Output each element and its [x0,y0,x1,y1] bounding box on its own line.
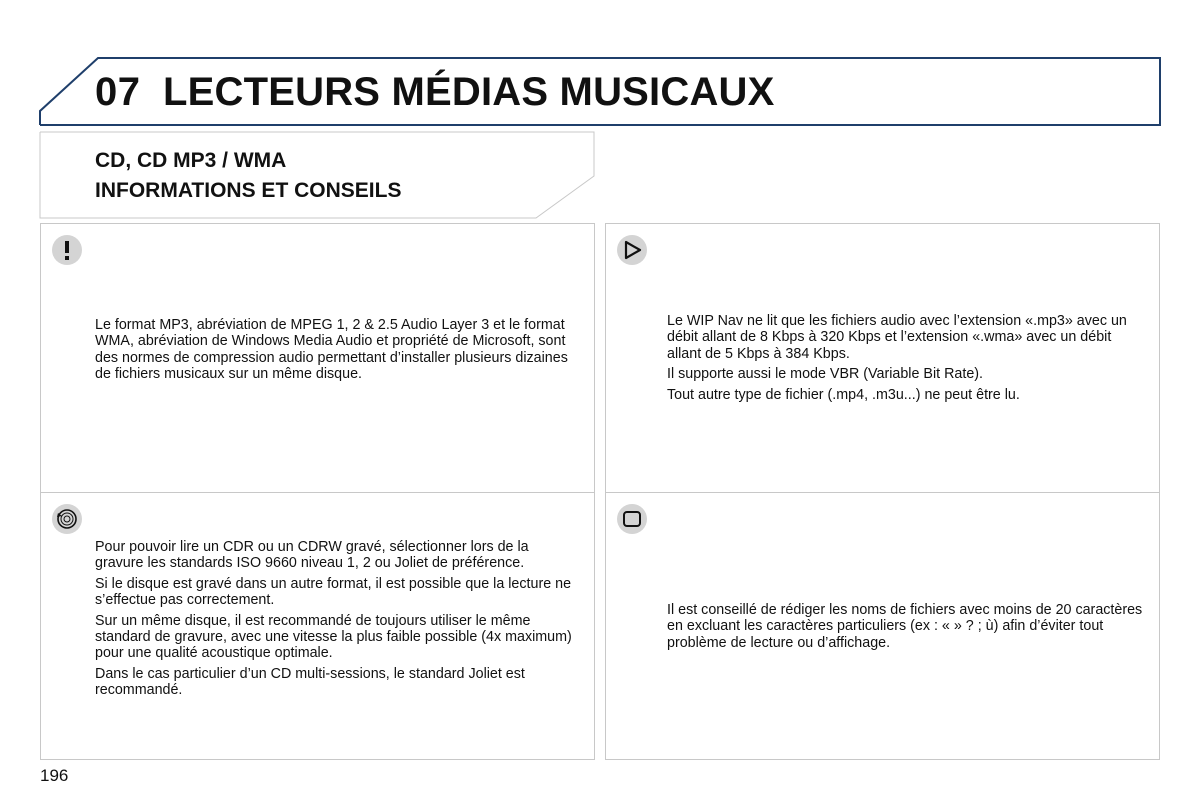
formats-paragraph: Tout autre type de fichier (.mp4, .m3u...) ne peut être lu. [667,386,1020,403]
formats-text [667,313,1142,407]
burning-paragraph: Dans le cas particulier d’un CD multi-sessions, le standard Joliet est recommandé. [95,665,525,699]
page-number: 196 [40,766,69,785]
panel-file-naming [605,492,1160,760]
section-title-line-1: CD, CD MP3 / WMA [95,149,287,172]
burning-paragraph: Sur un même disque, il est recommandé de toujours utiliser le même standard de gravure, avec une vitesse la plus faible possible (4x maximum) pour une qualité acoustique optimale. [95,612,572,662]
exclamation-icon [52,235,82,265]
chapter-number: 07 [95,70,141,114]
formats-paragraph: Il supporte aussi le mode VBR (Variable Bit Rate). [667,366,983,383]
naming-advice: Il est conseillé de rédiger les noms de fichiers avec moins de 20 caractères en excluant les caractères particuliers (ex : « » ? ; ù) afin d’éviter tout problème de lecture ou d’affichage. [667,602,1143,651]
section-title-line-2: INFORMATIONS ET CONSEILS [95,179,402,202]
disc-arrow-icon [52,504,82,534]
panel-cd-burning [40,492,595,760]
burning-paragraph: Pour pouvoir lire un CDR ou un CDRW gravé, sélectionner lors de la gravure les standards ISO 9660 niveau 1, 2 ou Joliet de préférence. [95,539,529,572]
mp3-wma-description: Le format MP3, abréviation de MPEG 1, 2 & 2.5 Audio Layer 3 et le format WMA, abréviation de Windows Media Audio et propriété de Microsoft, sont des normes de compression audio permettant d’installer plusieurs dizaines de fichiers musicaux sur un même disque. [95,317,568,383]
chapter-title: LECTEURS MÉDIAS MUSICAUX [163,70,775,114]
play-triangle-icon [617,235,647,265]
panel-mp3-wma-info [40,223,595,493]
panel-supported-formats [605,223,1160,493]
burning-paragraph: Si le disque est gravé dans un autre format, il est possible que la lecture ne s’effectue pas correctement. [95,575,572,609]
burning-text [95,539,580,703]
formats-paragraph: Le WIP Nav ne lit que les fichiers audio avec l’extension «.mp3» avec un débit allant de 8 Kbps à 320 Kbps et l’extension «.wma» avec un débit allant de 5 Kbps à 384 Kbps. [667,313,1127,362]
rounded-square-icon [617,504,647,534]
